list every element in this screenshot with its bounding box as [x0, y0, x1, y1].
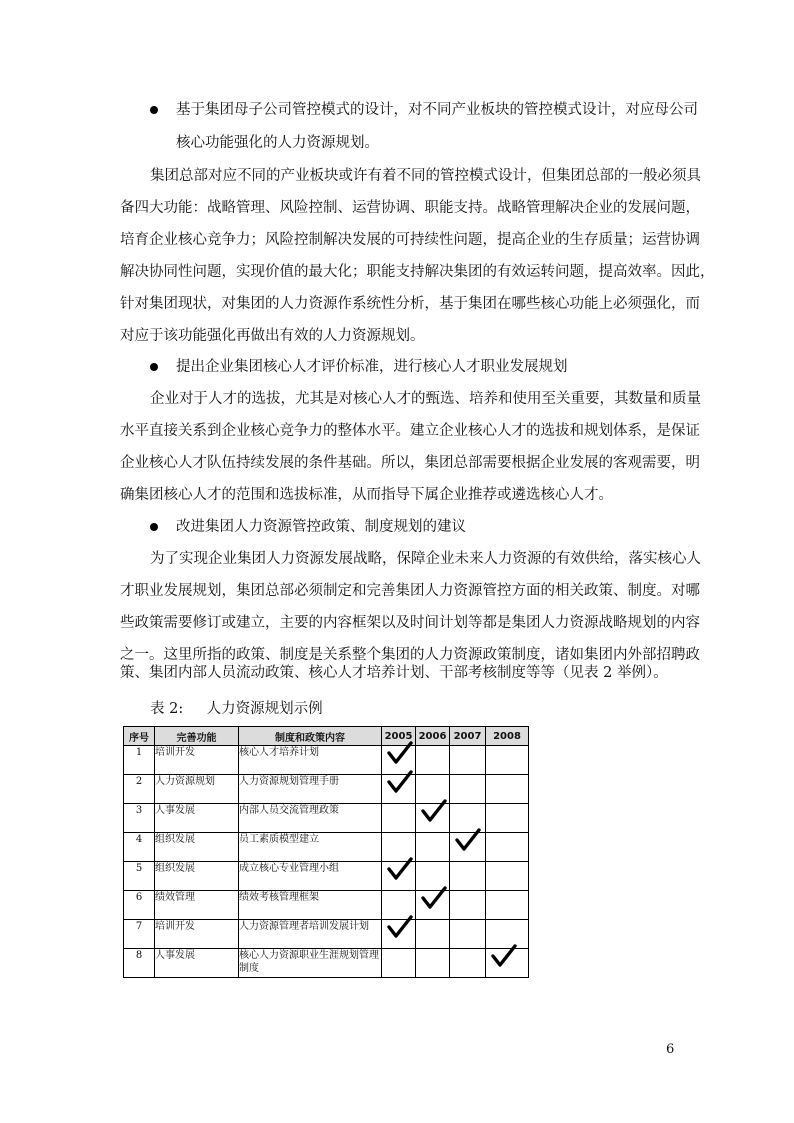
row-function: 培训开发 [155, 746, 239, 775]
plan-table [123, 726, 529, 978]
table-caption-label: 表 2: [150, 701, 184, 717]
row-content: 人力资源规划管理手册 [239, 775, 382, 804]
row-number: 1 [124, 746, 155, 775]
year-cell-2005 [382, 862, 416, 891]
header-2006: 2006 [416, 727, 450, 746]
row-number: 8 [124, 949, 155, 978]
bullet-2-heading: 提出企业集团核心人才评价标准，进行核心人才职业发展规划 [176, 359, 568, 375]
row-function: 组织发展 [155, 833, 239, 862]
year-cell-2005 [382, 804, 416, 833]
bullet-3-heading: 改进集团人力资源管控政策、制度规划的建议 [176, 519, 466, 535]
table-header-row [124, 727, 529, 746]
row-function: 培训开发 [155, 920, 239, 949]
row-number: 6 [124, 891, 155, 920]
row-number: 3 [124, 804, 155, 833]
paragraph-1-line-6: 对应于该功能强化再做出有效的人力资源规划。 [120, 328, 425, 344]
year-cell-2006 [416, 891, 450, 920]
year-cell-2006 [416, 949, 450, 978]
header-2005: 2005 [382, 727, 416, 746]
paragraph-1-line-1: 集团总部对应不同的产业板块或许有着不同的管控模式设计，但集团总部的一般必须具 [150, 168, 701, 184]
year-cell-2006 [416, 804, 450, 833]
year-cell-2008 [486, 746, 529, 775]
row-content: 核心人才培养计划 [239, 746, 382, 775]
row-function: 组织发展 [155, 862, 239, 891]
header-2008: 2008 [486, 727, 529, 746]
year-cell-2007 [450, 862, 486, 891]
row-number: 7 [124, 920, 155, 949]
header-no: 序号 [124, 727, 155, 746]
paragraph-3-line-4: 之一。这里所指的政策、制度是关系整个集团的人力资源政策制度，诸如集团内外部招聘政 [120, 647, 700, 663]
year-cell-2006 [416, 920, 450, 949]
year-cell-2007 [450, 949, 486, 978]
table-caption-title: 人力资源规划示例 [206, 701, 323, 717]
paragraph-1-line-3: 培育企业核心竞争力；风险控制解决发展的可持续性问题，提高企业的生存质量；运营协调 [120, 232, 700, 248]
paragraph-2-line-1: 企业对于人才的选拔，尤其是对核心人才的甄选、培养和使用至关重要，其数量和质量 [150, 391, 701, 407]
header-function: 完善功能 [155, 727, 239, 746]
year-cell-2008 [486, 949, 529, 978]
table-row [124, 949, 529, 978]
year-cell-2008 [486, 891, 529, 920]
table-row [124, 775, 529, 804]
paragraph-2-line-3: 企业核心人才队伍持续发展的条件基础。所以，集团总部需要根据企业发展的客观需要，明 [120, 455, 700, 471]
year-cell-2006 [416, 746, 450, 775]
row-content: 绩效考核管理框架 [239, 891, 382, 920]
bullet-dot-icon [150, 106, 158, 114]
row-number: 5 [124, 862, 155, 891]
year-cell-2007 [450, 775, 486, 804]
row-content: 成立核心专业管理小组 [239, 862, 382, 891]
year-cell-2005 [382, 920, 416, 949]
row-content: 员工素质模型建立 [239, 833, 382, 862]
row-number: 4 [124, 833, 155, 862]
year-cell-2005 [382, 949, 416, 978]
year-cell-2008 [486, 804, 529, 833]
paragraph-3-line-2: 才职业发展规划，集团总部必须制定和完善集团人力资源管控方面的相关政策、制度。对哪 [120, 583, 700, 599]
table-row [124, 746, 529, 775]
year-cell-2008 [486, 862, 529, 891]
paragraph-3-line-3: 些政策需要修订或建立，主要的内容框架以及时间计划等都是集团人力资源战略规划的内容 [120, 615, 700, 631]
paragraph-2-line-2: 水平直接关系到企业核心竞争力的整体水平。建立企业核心人才的选拔和规划体系，是保证 [120, 423, 700, 439]
table-row [124, 920, 529, 949]
year-cell-2008 [486, 833, 529, 862]
paragraph-2-line-4: 确集团核心人才的范围和选拔标准，从而指导下属企业推荐或遴选核心人才。 [120, 487, 613, 503]
row-content: 内部人员交流管理政策 [239, 804, 382, 833]
row-function: 人力资源规划 [155, 775, 239, 804]
year-cell-2007 [450, 746, 486, 775]
table-row [124, 891, 529, 920]
year-cell-2007 [450, 920, 486, 949]
year-cell-2006 [416, 833, 450, 862]
header-content: 制度和政策内容 [239, 727, 382, 746]
row-content: 核心人力资源职业生涯规划管理制度 [239, 949, 382, 978]
row-function: 人事发展 [155, 804, 239, 833]
table-row [124, 862, 529, 891]
page-number: 6 [666, 1042, 675, 1057]
paragraph-3-line-1: 为了实现企业集团人力资源发展战略，保障企业未来人力资源的有效供给，落实核心人 [150, 551, 701, 567]
paragraph-1-line-2: 备四大功能：战略管理、风险控制、运营协调、职能支持。战略管理解决企业的发展问题， [120, 200, 700, 216]
table-caption [150, 697, 323, 718]
table-row [124, 833, 529, 862]
header-2007: 2007 [450, 727, 486, 746]
row-content: 人力资源管理者培训发展计划 [239, 920, 382, 949]
bullet-1-line-2: 核心功能强化的人力资源规划。 [176, 135, 379, 151]
paragraph-1-line-5: 针对集团现状，对集团的人力资源作系统性分析，基于集团在哪些核心功能上必须强化，而 [120, 296, 700, 312]
row-function: 人事发展 [155, 949, 239, 978]
year-cell-2008 [486, 775, 529, 804]
year-cell-2005 [382, 775, 416, 804]
paragraph-1-line-4: 解决协同性问题，实现价值的最大化；职能支持解决集团的有效运转问题，提高效率。因此， [120, 264, 715, 280]
bullet-dot-icon [150, 523, 158, 531]
bullet-1-line-1: 基于集团母子公司管控模式的设计，对不同产业板块的管控模式设计，对应母公司 [176, 102, 698, 118]
year-cell-2007 [450, 891, 486, 920]
year-cell-2007 [450, 833, 486, 862]
bullet-dot-icon [150, 363, 158, 371]
paragraph-3-line-5: 策、集团内部人员流动政策、核心人才培养计划、干部考核制度等等（见表 2 举例）。 [120, 665, 668, 681]
row-number: 2 [124, 775, 155, 804]
row-function: 绩效管理 [155, 891, 239, 920]
